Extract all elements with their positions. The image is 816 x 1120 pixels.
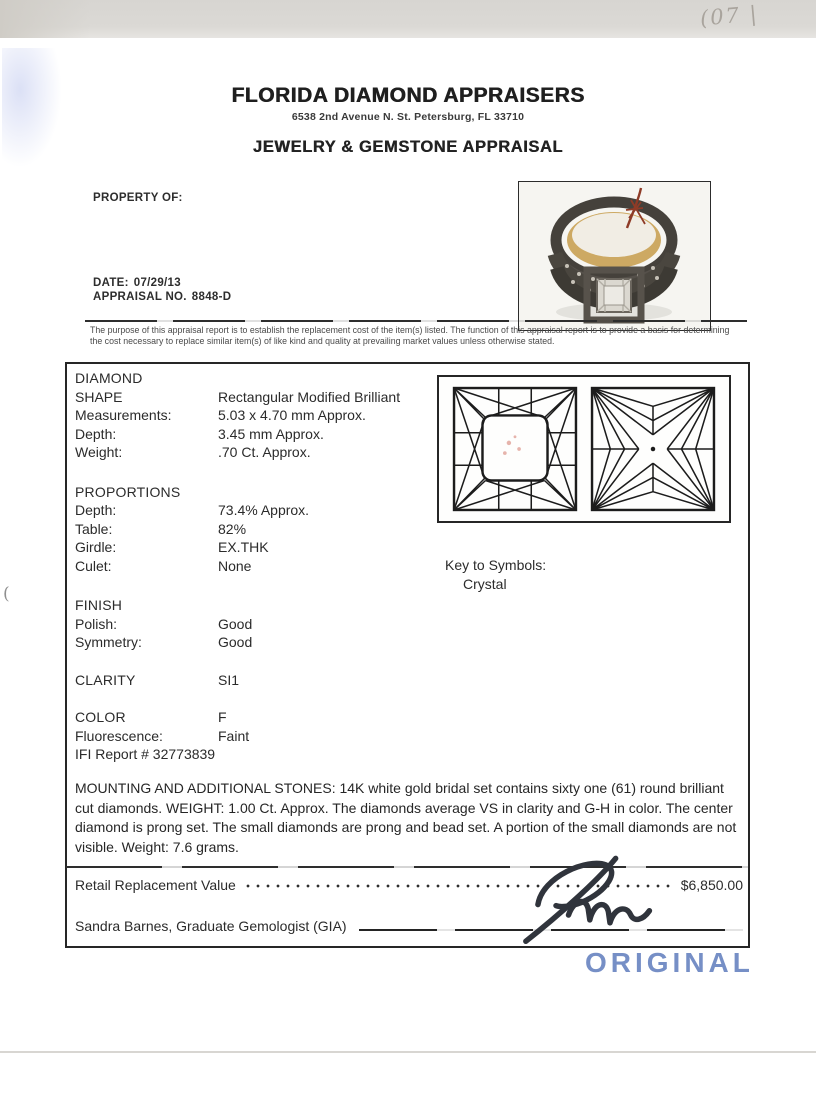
stray-pen-mark: ( — [3, 584, 10, 604]
mounting-description: MOUNTING AND ADDITIONAL STONES: 14K white gold bridal set contains sixty one (61) round brilliant cut diamonds. WEIGHT: 1.00 Ct. Approx. The diamonds average VS in clarity and G-H in color. The center diamond is prong set. The small diamonds are prong and bead set. A portion of the small diamonds are not visible. Weight: 7.6 grams. — [75, 780, 737, 855]
color-value: F — [218, 709, 227, 725]
spec-value: .70 Ct. Approx. — [218, 444, 311, 460]
section-clarity: CLARITY — [75, 671, 136, 688]
spec-value: Faint — [218, 727, 250, 744]
handwritten-signature — [514, 852, 661, 956]
spec-label: Fluorescence: — [75, 727, 163, 744]
spec-value: Good — [218, 615, 253, 632]
handwritten-page-number: (07 | — [699, 1, 760, 31]
spec-row-shape — [75, 388, 447, 407]
letterhead — [0, 84, 816, 157]
spec-row-table — [75, 520, 447, 539]
spec-label: SHAPE — [75, 388, 123, 405]
disclaimer-divider — [85, 320, 747, 322]
spec-row-clarity — [75, 671, 447, 690]
appraisal-number-line — [93, 291, 231, 303]
ifi-report-line: IFI Report # 32773839 — [75, 746, 216, 762]
document-title: JEWELRY & GEMSTONE APPRAISAL — [252, 138, 564, 156]
key-to-symbols-value: Crystal — [463, 576, 507, 592]
ring-photo-illustration — [519, 182, 709, 329]
section-proportions: PROPORTIONS — [75, 483, 181, 500]
key-to-symbols — [445, 556, 546, 594]
spec-row-depth — [75, 425, 447, 444]
spec-row-symmetry — [75, 633, 447, 652]
spec-row-culet — [75, 557, 447, 576]
scanner-edge-band — [0, 0, 816, 38]
spec-value: Good — [218, 634, 253, 650]
spec-label: Weight: — [75, 444, 123, 460]
spec-label: Depth: — [75, 425, 117, 442]
spec-row-prop-depth — [75, 501, 447, 520]
appraisal-no-value: 8848-D — [191, 291, 232, 303]
section-diamond: DIAMOND — [75, 370, 143, 386]
diamond-plot-box — [437, 375, 731, 523]
retail-value-amount: $6,850.00 — [680, 877, 743, 893]
spec-row-color — [75, 708, 447, 727]
original-stamp: ORIGINAL — [585, 947, 754, 978]
spec-row-weight — [75, 443, 447, 462]
pavilion-view-diagram — [590, 386, 716, 512]
clarity-value: SI1 — [218, 671, 240, 688]
ring-photo — [518, 181, 711, 331]
spec-label: Polish: — [75, 615, 118, 632]
date-value: 07/29/13 — [133, 277, 181, 289]
appraisal-no-label: APPRAISAL NO. — [93, 291, 187, 303]
company-address: 6538 2nd Avenue N. St. Petersburg, FL 33710 — [291, 111, 525, 123]
spec-row-fluorescence — [75, 727, 447, 746]
spec-label: Depth: — [75, 502, 117, 518]
spec-row-measurements — [75, 406, 447, 425]
crown-view-diagram — [452, 386, 578, 512]
disclaimer-text: The purpose of this appraisal report is to establish the replacement cost of the item(s) listed. The function of this appraisal report is to provide a basis for determining the cost necessary to replace similar item(s) of like kind and quality at prevailing market values unless otherwise stated. — [90, 325, 730, 346]
spec-row-girdle — [75, 538, 447, 557]
diamond-spec-table — [75, 369, 447, 764]
spec-label: Girdle: — [75, 539, 117, 555]
spec-value: 5.03 x 4.70 mm Approx. — [218, 407, 366, 423]
company-name: FLORIDA DIAMOND APPRAISERS — [231, 84, 585, 107]
spec-row-polish — [75, 615, 447, 634]
scanner-artifact-line — [0, 1051, 816, 1053]
spec-label: Table: — [75, 520, 113, 537]
property-of-label: PROPERTY OF: — [93, 192, 183, 204]
spec-label: Measurements: — [75, 407, 172, 423]
spec-label: Culet: — [75, 557, 112, 574]
section-finish: FINISH — [75, 597, 123, 613]
spec-value: 73.4% Approx. — [218, 502, 310, 518]
key-to-symbols-label: Key to Symbols: — [445, 557, 547, 573]
spec-value: EX.THK — [218, 539, 269, 555]
section-color: COLOR — [75, 709, 126, 725]
retail-value-label: Retail Replacement Value — [75, 877, 236, 893]
spec-value: Rectangular Modified Brilliant — [218, 388, 401, 405]
spec-value: None — [218, 557, 252, 574]
crystal-symbol — [503, 435, 521, 455]
gemologist-name: Sandra Barnes, Graduate Gemologist (GIA) — [75, 918, 347, 934]
spec-value: 82% — [218, 520, 247, 537]
date-label: DATE: — [93, 277, 129, 289]
date-line — [93, 277, 181, 289]
spec-label: Symmetry: — [75, 634, 142, 650]
spec-value: 3.45 mm Approx. — [218, 425, 324, 442]
